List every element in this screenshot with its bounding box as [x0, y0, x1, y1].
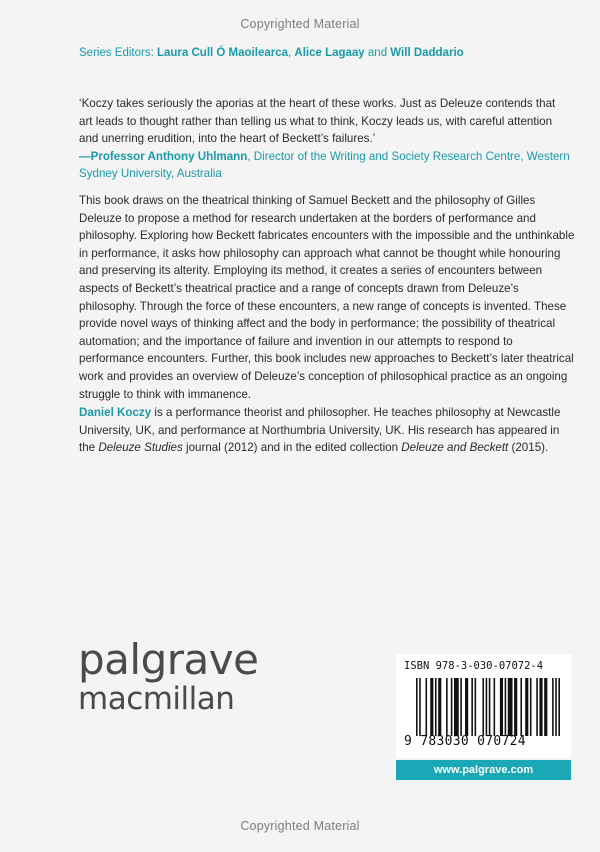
- series-editors: [79, 47, 464, 59]
- barcode-bar: [419, 678, 421, 736]
- barcode-bar: [536, 678, 538, 736]
- author-bio-part-3: (2015).: [508, 441, 549, 455]
- barcode-bar: [520, 678, 522, 736]
- series-separator-2: and: [364, 47, 391, 59]
- barcode-bar: [438, 678, 441, 736]
- barcode-panel: [396, 654, 571, 758]
- author-bio-part-2: journal (2012) and in the edited collection: [182, 441, 402, 455]
- barcode-bar: [454, 678, 459, 736]
- author-book-title: Deleuze and Beckett: [401, 441, 509, 455]
- barcode-bar: [471, 678, 473, 736]
- barcode-bar: [514, 678, 517, 736]
- barcode-bar: [435, 678, 437, 736]
- barcode-bar: [486, 678, 488, 736]
- series-label: Series Editors:: [79, 47, 157, 59]
- barcode-bar: [508, 678, 513, 736]
- barcode-bar: [555, 678, 557, 736]
- isbn-text: ISBN 978-3-030-07072-4: [404, 660, 544, 672]
- series-separator-1: ,: [288, 47, 295, 59]
- barcode-bar: [446, 678, 448, 736]
- barcode-bars: [416, 678, 560, 736]
- series-editor-2: Alice Lagaay: [294, 47, 365, 59]
- endorsement-quote: [79, 95, 571, 183]
- barcode-bar: [530, 678, 532, 736]
- barcode-bar: [558, 678, 560, 736]
- author-bio: [79, 404, 571, 457]
- series-editor-1: Laura Cull Ó Maoilearca: [156, 47, 288, 59]
- barcode-bar: [505, 678, 507, 736]
- author-name: Daniel Koczy: [79, 406, 152, 419]
- quote-attribution-name: —Professor Anthony Uhlmann: [79, 149, 248, 163]
- barcode-bar: [451, 678, 453, 736]
- copyright-watermark-bottom: Copyrighted Material: [240, 819, 360, 833]
- author-journal-title: Deleuze Studies: [98, 441, 183, 455]
- barcode-bar: [425, 678, 427, 736]
- barcode-bar: [500, 678, 503, 736]
- book-description: This book draws on the theatrical thinking of Samuel Beckett and the philosophy of Gilles Deleuze to propose a method for research undertaken at the borders of performance and philosophy. Exploring how Beckett fabricates encounters with the impossible and the unthinkable in performance, it asks how philosophy can approach what cannot be thought while honouring and preserving its alterity. Employing its method, it creates a series of encounters between aspects of Beckett’s theatrical practice and a range of concepts drawn from Deleuze’s philosophy. Through the force of these encounters, a new range of concepts is invented. These provide novel ways of thinking affect and the body in performance; the possibility of theatrical automation; and the importance of failure and invention in our attempts to respond to performance encounters. Further, this book includes new approaches to Beckett’s later theatrical work and provides an overview of Deleuze’s conception of philosophical practice as an ongoing struggle to think with immanence.: [79, 194, 575, 401]
- publisher-logo-line-1: palgrave: [78, 635, 259, 684]
- series-editor-3: Will Daddario: [390, 47, 464, 59]
- publisher-logo-line-2: macmillan: [78, 681, 235, 717]
- barcode-bar: [544, 678, 547, 736]
- barcode-bar: [460, 678, 462, 736]
- barcode-bar: [416, 678, 418, 736]
- website-url: www.palgrave.com: [396, 760, 571, 780]
- quote-text: ‘Koczy takes seriously the aporias at the heart of these works. Just as Deleuze contends that art leads to thought rather than telling us what to think, Koczy leads us, with careful attention and unerring erudition, into the heart of Beckett’s failures.’: [79, 97, 556, 146]
- quote-attribution-affiliation: , Director of the Writing and Society Research Centre, Western Sydney University, Australia: [79, 149, 570, 181]
- barcode-bar: [475, 678, 477, 736]
- barcode-bar: [494, 678, 496, 736]
- copyright-watermark-top: Copyrighted Material: [240, 17, 360, 31]
- publisher-logo: [78, 635, 259, 717]
- barcode-bar: [525, 678, 528, 736]
- barcode-bar: [482, 678, 484, 736]
- author-bio-part-1: is a performance theorist and philosopher. He teaches philosophy at Newcastle University, UK, and performance at Northumbria University, UK. His research has appeared in the: [79, 406, 561, 455]
- barcode-bar: [465, 678, 468, 736]
- barcode-bar: [489, 678, 491, 736]
- barcode-bar: [539, 678, 542, 736]
- quote-attribution: [79, 150, 570, 181]
- barcode-bar: [552, 678, 554, 736]
- barcode-bar: [430, 678, 433, 736]
- barcode-digits: 9 783030 070724: [404, 734, 526, 749]
